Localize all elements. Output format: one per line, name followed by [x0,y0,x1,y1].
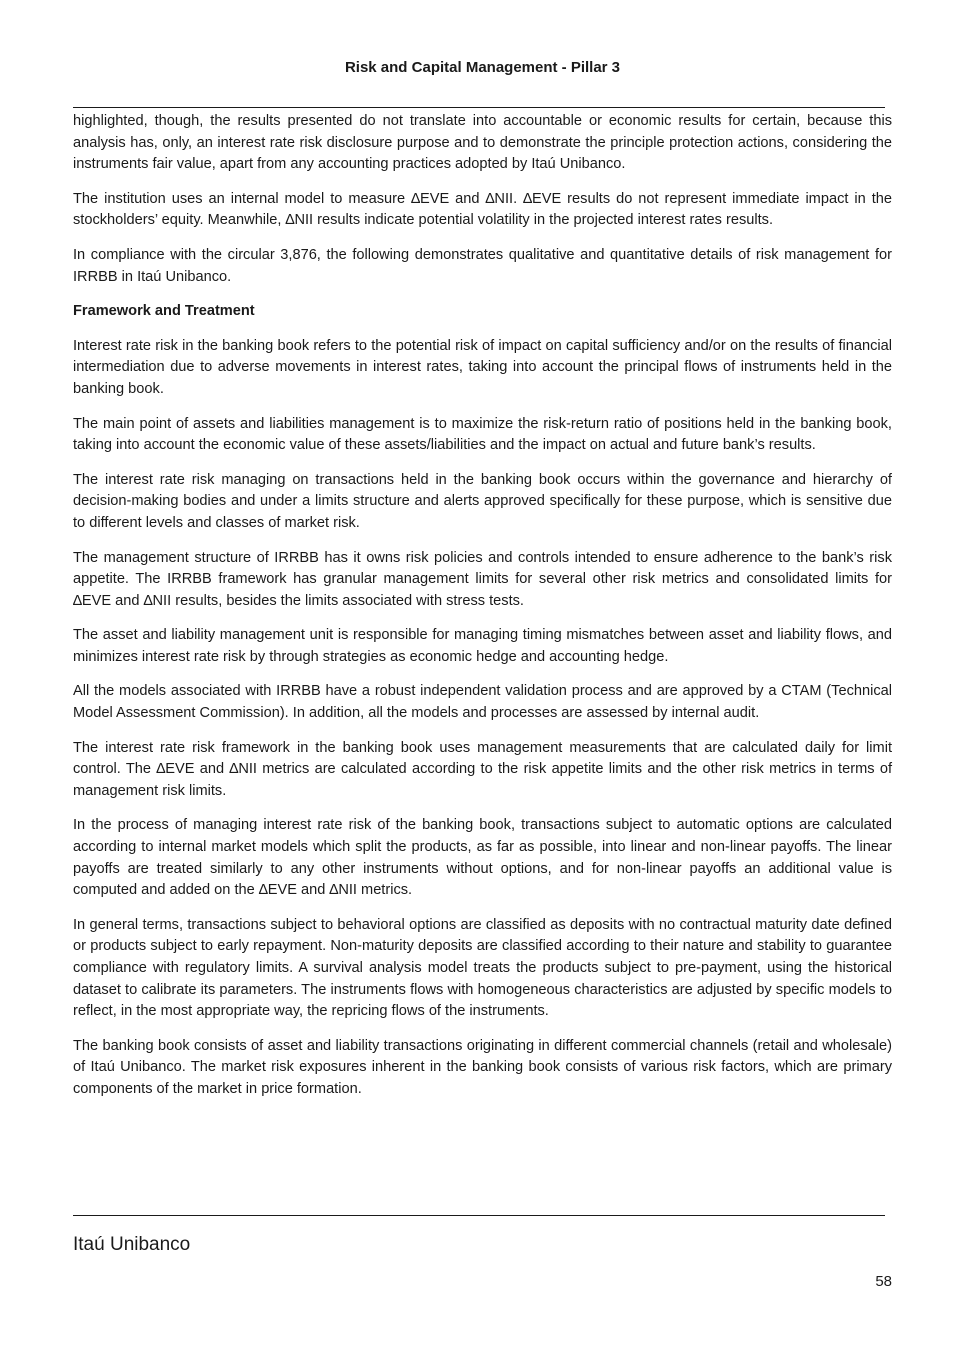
section-paragraph: The management structure of IRRBB has it owns risk policies and controls intended to ensure adherence to the bank’s risk appetite. The IRRBB framework has granular management limits for several other risk metrics and consolidated limits for ∆EVE and ∆NII results, besides the limits associated with stress tests. [73,549,892,609]
section-paragraph: In the process of managing interest rate risk of the banking book, transactions subject to automatic options are calculated according to internal market models which split the products, as far as possible, into linear and non-linear payoffs. The linear payoffs are treated similarly to any other instruments without options, and for non-linear payoffs an additional value is computed and added on the ∆EVE and ∆NII metrics. [73,817,892,899]
section-paragraph: In general terms, transactions subject to behavioral options are classified as deposits with no contractual maturity date defined or products subject to early repayment. Non-maturity deposits are classified according to their nature and stability to guarantee compliance with regulatory limits. A survival analysis model treats the products subject to pre-payment, using the historical dataset to calibrate its parameters. The instruments flows with homogeneous characteristics are adjusted by specific models to reflect, in the most appropriate way, the repricing flows of the instruments. [73,916,892,1020]
document-body [73,111,892,1114]
page-header-title: Risk and Capital Management - Pillar 3 [344,59,621,76]
header-divider [73,107,885,108]
section-paragraph: All the models associated with IRRBB have a robust independent validation process and are approved by a CTAM (Technical Model Assessment Commission). In addition, all the models and processes are assessed by internal audit. [73,683,892,722]
footer-divider [73,1215,885,1216]
section-paragraph: The banking book consists of asset and liability transactions originating in different commercial channels (retail and wholesale) of Itaú Unibanco. The market risk exposures inherent in the banking book consists of various risk factors, which are primary components of the market in price formation. [73,1037,892,1097]
footer-company-name: Itaú Unibanco [73,1234,191,1255]
body-paragraph: In compliance with the circular 3,876, the following demonstrates qualitative and quantitative details of risk management for IRRBB in Itaú Unibanco. [73,246,892,285]
section-paragraph: The main point of assets and liabilities management is to maximize the risk-return ratio of positions held in the banking book, taking into account the economic value of these assets/liabilities and the impact on actual and future bank’s results. [73,415,892,454]
page-number: 58 [875,1273,892,1290]
section-paragraph: The interest rate risk managing on transactions held in the banking book occurs within the governance and hierarchy of decision-making bodies and under a limits structure and alerts approved specifically for these purpose, which is sensitive due to different levels and classes of market risk. [73,471,892,531]
body-paragraph: The institution uses an internal model to measure ∆EVE and ∆NII. ∆EVE results do not represent immediate impact in the stockholders’ equity. Meanwhile, ∆NII results indicate potential volatility in the projected interest rates results. [73,190,892,229]
body-paragraph: highlighted, though, the results presented do not translate into accountable or economic results for certain, because this analysis has, only, an interest rate risk disclosure purpose and to demonstrate the principle protection actions, considering the instruments fair value, apart from any accounting practices adopted by Itaú Unibanco. [73,113,892,173]
section-paragraph: Interest rate risk in the banking book refers to the potential risk of impact on capital sufficiency and/or on the results of financial intermediation due to adverse movements in interest rates, taking into account the principal flows of instruments held in the banking book. [73,337,892,397]
section-paragraph: The interest rate risk framework in the banking book uses management measurements that are calculated daily for limit control. The ∆EVE and ∆NII metrics are calculated according to the risk appetite limits and the other risk metrics in terms of management risk limits. [73,739,892,799]
section-heading: Framework and Treatment [73,303,255,320]
section-paragraph: The asset and liability management unit is responsible for managing timing mismatches between asset and liability flows, and minimizes interest rate risk by through strategies as economic hedge and accounting hedge. [73,627,892,665]
